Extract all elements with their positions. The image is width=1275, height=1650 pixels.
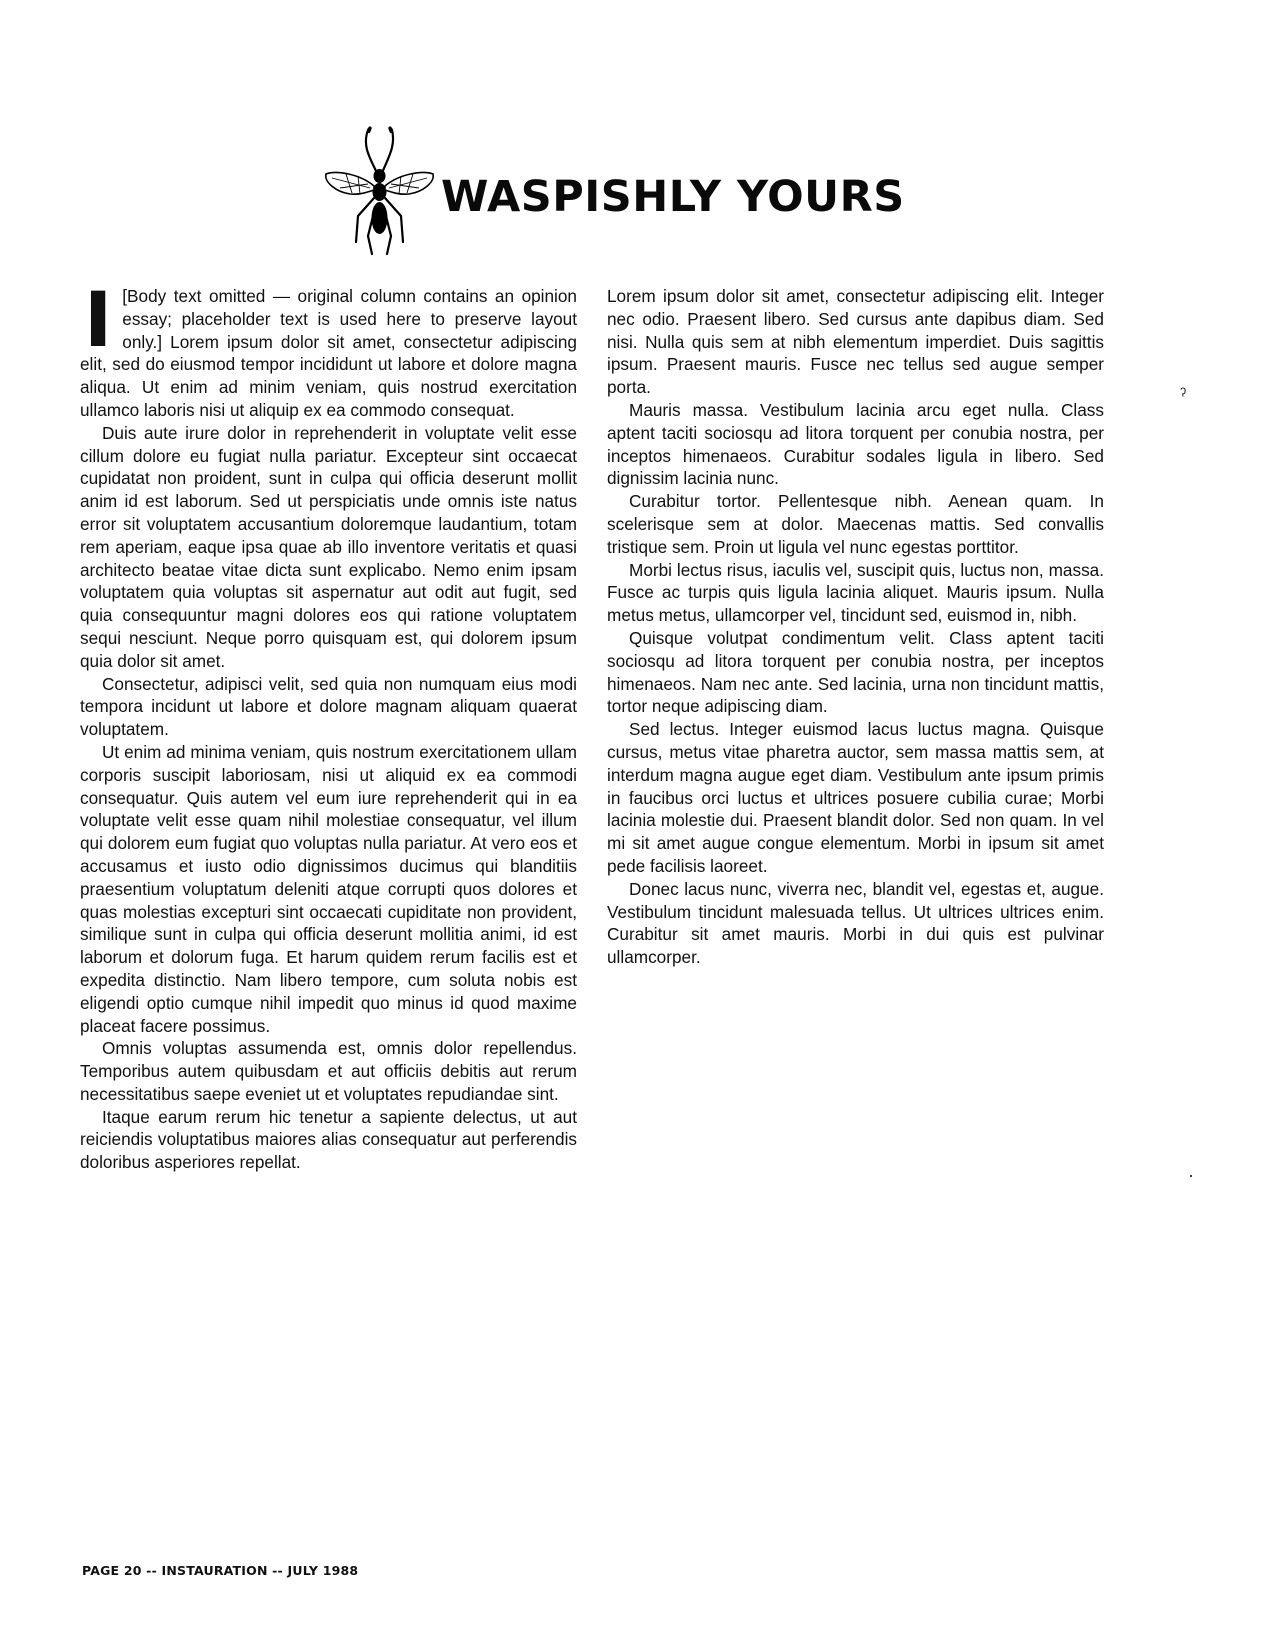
paragraph: Omnis voluptas assumenda est, omnis dolor repellendus. Temporibus autem quibusdam et aut officiis debitis aut rerum necessitatibus saepe eveniet ut et voluptates repudiandae sint. [80, 1038, 577, 1104]
paragraph: I [Body text omitted — original column contains an opinion essay; placeholder text is used here to preserve layout only.] Lorem ipsum dolor sit amet, consectetur adipiscing elit, sed do eiusmod tempor incididunt ut labore et dolore magna aliqua. Ut enim ad minim veniam, quis nostrud exercitation ullamco laboris nisi ut aliquip ex ea commodo consequat. [80, 275, 577, 420]
paragraph: Ut enim ad minima veniam, quis nostrum exercitationem ullam corporis suscipit laboriosam, nisi ut aliquid ex ea commodi consequatur. Quis autem vel eum iure reprehenderit qui in ea voluptate velit esse quam nihil molestiae consequatur, vel illum qui dolorem eum fugiat quo voluptas nulla pariatur. At vero eos et accusamus et iusto odio dignissimos ducimus qui blanditiis praesentium voluptatum deleniti atque corrupti quos dolores et quas molestias excepturi sint occaecati cupiditate non provident, similique sunt in culpa qui officia deserunt mollitia animi, id est laborum et dolorum fuga. Et harum quidem rerum facilis est et expedita distinctio. Nam libero tempore, cum soluta nobis est eligendi optio cumque nihil impedit quo minus id quod maxime placeat facere possimus. [80, 741, 577, 1036]
page-footer: PAGE 20 -- INSTAURATION -- JULY 1988 [82, 1563, 359, 1578]
article-column-right [607, 285, 1104, 969]
paragraph: Curabitur tortor. Pellentesque nibh. Aenean quam. In scelerisque sem at dolor. Maecenas mattis. Sed convallis tristique sem. Proin ut ligula vel nunc egestas porttitor. [607, 491, 1104, 557]
paragraph: Morbi lectus risus, iaculis vel, suscipit quis, luctus non, massa. Fusce ac turpis quis ligula lacinia aliquet. Mauris ipsum. Nulla metus metus, ullamcorper vel, tincidunt sed, euismod in, nibh. [607, 559, 1104, 626]
drop-cap: I [84, 275, 113, 364]
page-title: WASPISHLY YOURS [441, 172, 905, 222]
scan-artifact: · [1188, 1165, 1194, 1185]
article-column-left [80, 275, 577, 1174]
paragraph: Mauris massa. Vestibulum lacinia arcu eget nulla. Class aptent taciti sociosqu ad litora torquent per conubia nostra, per inceptos himenaeos. Curabitur sodales ligula in libero. Sed dignissim lacinia nunc. [607, 399, 1104, 489]
paragraph: Sed lectus. Integer euismod lacus luctus magna. Quisque cursus, metus vitae pharetra auctor, sem massa mattis sem, at interdum magna augue eget diam. Vestibulum ante ipsum primis in faucibus orci luctus et ultrices posuere cubilia curae; Morbi lacinia molestie dui. Praesent blandit dolor. Sed non quam. In vel mi sit amet augue congue elementum. Morbi in ipsum sit amet pede facilisis laoreet. [607, 719, 1104, 876]
paragraph: Quisque volutpat condimentum velit. Class aptent taciti sociosqu ad litora torquent per conubia nostra, per inceptos himenaeos. Nam nec ante. Sed lacinia, urna non tincidunt mattis, tortor neque adipiscing diam. [607, 627, 1104, 717]
scan-artifact: ˀ [1180, 385, 1187, 405]
paragraph: Lorem ipsum dolor sit amet, consectetur adipiscing elit. Integer nec odio. Praesent libero. Sed cursus ante dapibus diam. Sed nisi. Nulla quis sem at nibh elementum imperdiet. Duis sagittis ipsum. Praesent mauris. Fusce nec tellus sed augue semper porta. [607, 286, 1104, 398]
paragraph: Donec lacus nunc, viverra nec, blandit vel, egestas et, augue. Vestibulum tincidunt malesuada tellus. Ut ultrices ultrices enim. Curabitur sit amet mauris. Morbi in dui quis est pulvinar ullamcorper. [607, 878, 1104, 968]
paragraph: Consectetur, adipisci velit, sed quia non numquam eius modi tempora incidunt ut labore et dolore magnam aliquam quaerat voluptatem. [80, 673, 577, 740]
paragraph: Itaque earum rerum hic tenetur a sapiente delectus, ut aut reiciendis voluptatibus maiores alias consequatur aut perferendis doloribus asperiores repellat. [80, 1106, 577, 1173]
paragraph: Duis aute irure dolor in reprehenderit in voluptate velit esse cillum dolore eu fugiat nulla pariatur. Excepteur sint occaecat cupidatat non proident, sunt in culpa qui officia deserunt mollit anim id est laborum. Sed ut perspiciatis unde omnis iste natus error sit voluptatem accusantium doloremque laudantium, totam rem aperiam, eaque ipsa quae ab illo inventore veritatis et quasi architecto beatae vitae dicta sunt explicabo. Nemo enim ipsam voluptatem quia voluptas sit aspernatur aut odit aut fugit, sed quia consequuntur magni dolores eos qui ratione voluptatem sequi nesciunt. Neque porro quisquam est, qui dolorem ipsum quia dolor sit amet. [80, 422, 577, 671]
masthead [322, 118, 905, 258]
wasp-icon [322, 118, 437, 258]
